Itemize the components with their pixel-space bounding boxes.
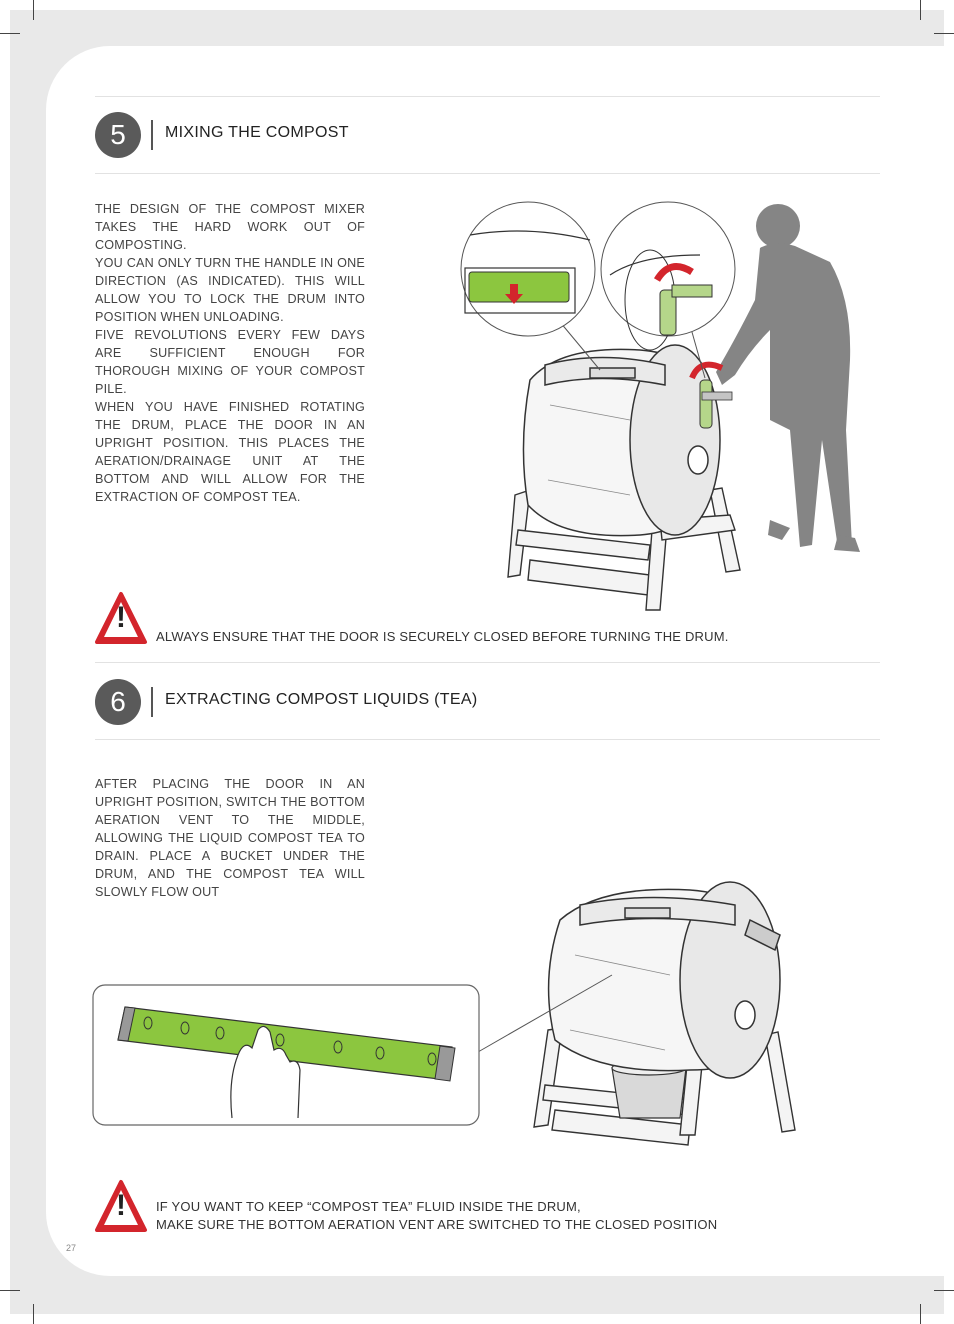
- handle-callout: [601, 202, 735, 350]
- section-title-mixing: MIXING THE COMPOST: [165, 124, 349, 141]
- crop-mark: [0, 33, 20, 34]
- heading-separator: [151, 687, 153, 717]
- crop-mark: [33, 0, 34, 20]
- crop-mark: [920, 1304, 921, 1324]
- divider: [95, 739, 880, 740]
- warning-symbol: !: [116, 601, 126, 634]
- door-warning-text: ALWAYS ENSURE THAT THE DOOR IS SECURELY CLOSED BEFORE TURNING THE DRUM.: [156, 629, 729, 644]
- step-number-6: 6: [95, 679, 141, 725]
- paragraph: YOU CAN ONLY TURN THE HANDLE IN ONE DIRECTION (AS INDICATED). THIS WILL ALLOW YOU TO LOCK THE DRUM INTO POSITION WHEN UNLOADING.: [95, 256, 365, 324]
- section-title-extracting: EXTRACTING COMPOST LIQUIDS (TEA): [165, 691, 478, 708]
- crop-mark: [0, 1290, 20, 1291]
- crop-mark: [934, 1290, 954, 1291]
- step-number-5: 5: [95, 112, 141, 158]
- compost-tea-illustration: [92, 880, 797, 1145]
- divider: [95, 662, 880, 663]
- composter-drum: [549, 882, 780, 1078]
- warning-line: MAKE SURE THE BOTTOM AERATION VENT ARE SWITCHED TO THE CLOSED POSITION: [156, 1217, 718, 1232]
- divider: [95, 96, 880, 97]
- compost-tea-warning-text: [156, 1198, 717, 1234]
- vent-closeup: [93, 985, 479, 1125]
- mixing-instructions: [95, 200, 365, 506]
- warning-symbol: !: [116, 1189, 126, 1222]
- paragraph: AFTER PLACING THE DOOR IN AN UPRIGHT POSITION, SWITCH THE BOTTOM AERATION VENT TO THE MIDDLE, ALLOWING THE LIQUID COMPOST TEA TO DRAIN. PLACE A BUCKET UNDER THE DRUM, AND THE COMPOST TEA WILL SLOWLY FLOW OUT: [95, 777, 365, 899]
- heading-separator: [151, 120, 153, 150]
- crop-mark: [934, 33, 954, 34]
- composter-drum: [523, 345, 720, 536]
- page-number: 27: [66, 1243, 77, 1253]
- door-latch-callout: [461, 202, 595, 336]
- paragraph: WHEN YOU HAVE FINISHED ROTATING THE DRUM, PLACE THE DOOR IN AN UPRIGHT POSITION. THIS PLACES THE AERATION/DRAINAGE UNIT AT THE BOTTOM AND WILL ALLOW FOR THE EXTRACTION OF COMPOST TEA.: [95, 400, 365, 504]
- paragraph: FIVE REVOLUTIONS EVERY FEW DAYS ARE SUFFICIENT ENOUGH FOR THOROUGH MIXING OF YOUR COMPOST PILE.: [95, 328, 365, 396]
- warning-line: IF YOU WANT TO KEEP “COMPOST TEA” FLUID INSIDE THE DRUM,: [156, 1199, 581, 1214]
- crop-mark: [33, 1304, 34, 1324]
- composter-turning-illustration: [450, 195, 880, 625]
- paragraph: THE DESIGN OF THE COMPOST MIXER TAKES THE HARD WORK OUT OF COMPOSTING.: [95, 202, 365, 252]
- crop-mark: [920, 0, 921, 20]
- person-silhouette: [716, 204, 860, 552]
- divider: [95, 173, 880, 174]
